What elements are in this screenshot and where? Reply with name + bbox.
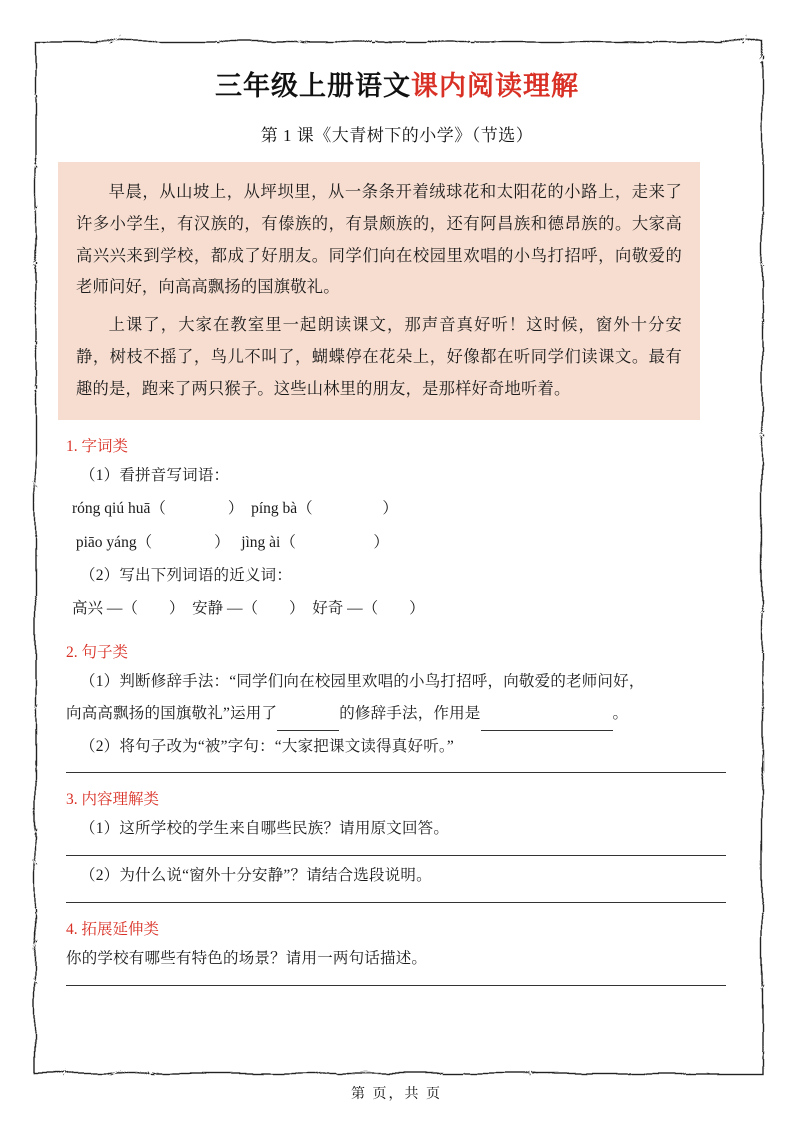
page-title xyxy=(58,64,736,103)
question-2-1-text-pre: 向高高飘扬的国旗敬礼”运用了 xyxy=(66,704,278,722)
blank-rhetoric-effect[interactable] xyxy=(481,698,613,731)
question-3-1-label: （1）这所学校的学生来自哪些民族？请用原文回答。 xyxy=(80,820,450,838)
answer-line-4-1[interactable] xyxy=(66,985,726,986)
answer-line-3-1[interactable] xyxy=(66,855,726,856)
question-2-1-line2 xyxy=(66,698,736,731)
document-body xyxy=(58,52,736,990)
question-2-1-text-mid: 的修辞手法，作用是 xyxy=(339,704,481,722)
passage-paragraph-1: 早晨，从山坡上，从坪坝里，从一条条开着绒球花和太阳花的小路上，走来了许多小学生，有汉族的，有傣族的，有景颇族的，还有阿昌族和德昂族的。大家高高兴兴来到学校，都成了好朋友。同学们向在校园里欢唱的小鸟打招呼，向敬爱的老师问好，向高高飘扬的国旗敬礼。 xyxy=(76,182,682,297)
question-2-1-line1: （1）判断修辞手法：“同学们向在校园里欢唱的小鸟打招呼，向敬爱的老师问好， xyxy=(80,673,645,691)
question-2-2-label: （2）将句子改为“被”字句：“大家把课文读得真好听。” xyxy=(80,737,454,755)
section-heading-comprehension: 3. 内容理解类 xyxy=(66,791,160,809)
pinyin-answer-row-1[interactable]: róng qiú huā（ ） píng bà（ ） xyxy=(72,500,398,518)
synonym-answer-row[interactable]: 高兴 —（ ） 安静 —（ ） 好奇 —（ ） xyxy=(72,600,425,618)
question-1-1-label: （1）看拼音写词语： xyxy=(80,467,230,485)
passage-paragraph-2: 上课了，大家在教室里一起朗读课文，那声音真好听！这时候，窗外十分安静，树枝不摇了，鸟儿不叫了，蝴蝶停在花朵上，好像都在听同学们读课文。最有趣的是，跑来了两只猴子。这些山林里的朋友，是那样好奇地听着。 xyxy=(76,315,682,398)
question-4-1-label: 你的学校有哪些有特色的场景？请用一两句话描述。 xyxy=(66,950,428,967)
reading-passage xyxy=(58,162,700,420)
section-heading-vocabulary: 1. 字词类 xyxy=(66,438,129,456)
page-title-red: 课内阅读理解 xyxy=(411,71,579,101)
answer-line-2-2[interactable] xyxy=(66,772,726,773)
lesson-subtitle: 第 1 课《大青树下的小学》（节选） xyxy=(260,126,534,145)
pinyin-answer-row-2[interactable]: piāo yáng（ ） jìng ài（ ） xyxy=(72,534,389,552)
question-2-1-text-end: 。 xyxy=(612,704,629,722)
question-3-2-label: （2）为什么说“窗外十分安静”？请结合选段说明。 xyxy=(80,867,432,885)
answer-line-3-2[interactable] xyxy=(66,902,726,903)
page-title-black: 三年级上册语文 xyxy=(215,71,411,101)
section-heading-sentences: 2. 句子类 xyxy=(66,644,129,662)
question-1-2-label: （2）写出下列词语的近义词： xyxy=(80,567,293,585)
blank-rhetoric-device[interactable] xyxy=(277,698,339,731)
page-footer: 第 页，共 页 xyxy=(351,1087,442,1102)
section-heading-extension: 4. 拓展延伸类 xyxy=(66,921,160,938)
